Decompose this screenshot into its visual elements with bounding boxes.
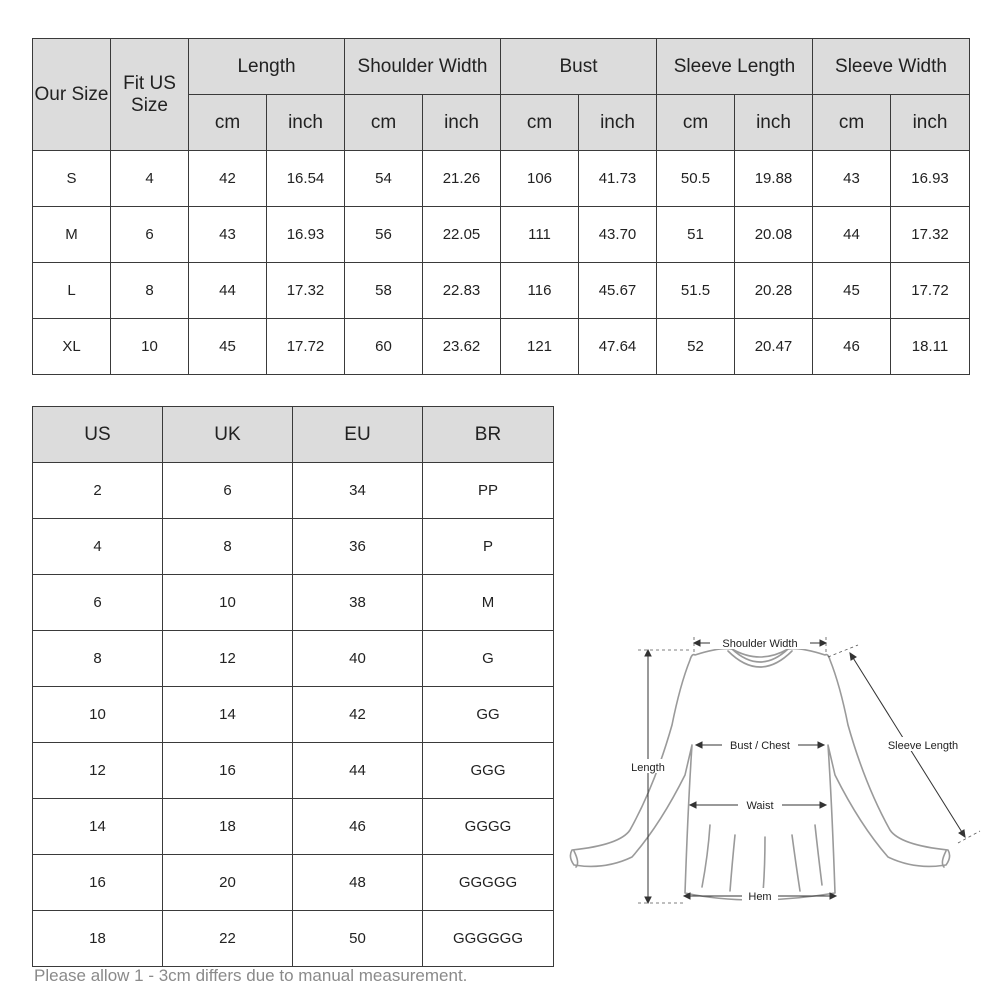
sleeve-width-header: Sleeve Width (813, 39, 970, 95)
us-header: US (33, 407, 163, 463)
table-cell: 18 (163, 799, 293, 855)
table-cell: 17.32 (267, 263, 345, 319)
shoulder-width-header: Shoulder Width (345, 39, 501, 95)
table-cell: L (33, 263, 111, 319)
table-cell: GGG (423, 743, 554, 799)
table-cell: 6 (111, 207, 189, 263)
conversion-row (33, 855, 554, 911)
table-cell: 16 (33, 855, 163, 911)
table-cell: 111 (501, 207, 579, 263)
table-cell: 14 (33, 799, 163, 855)
sleeve-length-header: Sleeve Length (657, 39, 813, 95)
table-cell: 43.70 (579, 207, 657, 263)
table-cell: 6 (163, 463, 293, 519)
table-cell: 18.11 (891, 319, 970, 375)
table-cell: 46 (813, 319, 891, 375)
table-cell: 22.83 (423, 263, 501, 319)
size-conversion-table (32, 406, 554, 967)
table-cell: 121 (501, 319, 579, 375)
table-cell: 36 (293, 519, 423, 575)
table-cell: 45 (813, 263, 891, 319)
table-cell: 45 (189, 319, 267, 375)
measurement-footnote: Please allow 1 - 3cm differs due to manual measurement. (34, 966, 468, 985)
conversion-row (33, 519, 554, 575)
measure-lines (645, 640, 965, 903)
unit-header: cm (189, 95, 267, 151)
conversion-body (33, 463, 554, 967)
table-cell: GG (423, 687, 554, 743)
table-cell: P (423, 519, 554, 575)
table-cell: 21.26 (423, 151, 501, 207)
table-cell: 50.5 (657, 151, 735, 207)
conversion-header (33, 407, 554, 463)
table-cell: 8 (111, 263, 189, 319)
unit-header: cm (657, 95, 735, 151)
table-cell: 18 (33, 911, 163, 967)
unit-header: cm (345, 95, 423, 151)
our-size-header: Our Size (33, 39, 111, 151)
table-cell: 51.5 (657, 263, 735, 319)
table-cell: 10 (33, 687, 163, 743)
table-cell: 10 (163, 575, 293, 631)
conversion-row (33, 743, 554, 799)
table-cell: 19.88 (735, 151, 813, 207)
sleeve-length-label: Sleeve Length (887, 740, 959, 752)
shirt-outline-icon (570, 649, 949, 900)
table-cell: 20.28 (735, 263, 813, 319)
diagram-labels (626, 635, 964, 903)
unit-header: inch (423, 95, 501, 151)
unit-header: inch (267, 95, 345, 151)
size-row (33, 207, 970, 263)
table-cell: S (33, 151, 111, 207)
table-cell: 106 (501, 151, 579, 207)
size-row (33, 263, 970, 319)
table-cell: 16.54 (267, 151, 345, 207)
table-cell: 38 (293, 575, 423, 631)
conversion-row (33, 575, 554, 631)
table-cell: 10 (111, 319, 189, 375)
table-cell: GGGGGG (423, 911, 554, 967)
table-cell: 47.64 (579, 319, 657, 375)
table-cell: 44 (293, 743, 423, 799)
table-cell: 16 (163, 743, 293, 799)
size-chart-body (33, 151, 970, 375)
waist-label: Waist (746, 800, 774, 812)
table-cell: 2 (33, 463, 163, 519)
unit-header: inch (579, 95, 657, 151)
shirt-measurement-diagram (560, 625, 990, 915)
table-cell: 23.62 (423, 319, 501, 375)
table-cell: 43 (813, 151, 891, 207)
table-cell: 4 (111, 151, 189, 207)
table-cell: 41.73 (579, 151, 657, 207)
table-cell: M (33, 207, 111, 263)
table-cell: 12 (163, 631, 293, 687)
eu-header: EU (293, 407, 423, 463)
table-cell: 20 (163, 855, 293, 911)
table-cell: 42 (293, 687, 423, 743)
hem-label: Hem (748, 891, 772, 903)
conversion-row (33, 631, 554, 687)
table-cell: 8 (163, 519, 293, 575)
table-cell: 46 (293, 799, 423, 855)
table-cell: 22.05 (423, 207, 501, 263)
unit-header: cm (813, 95, 891, 151)
table-cell: 58 (345, 263, 423, 319)
table-cell: 52 (657, 319, 735, 375)
table-cell: M (423, 575, 554, 631)
guide-lines (638, 637, 980, 903)
table-cell: 51 (657, 207, 735, 263)
table-cell: 8 (33, 631, 163, 687)
table-cell: 6 (33, 575, 163, 631)
table-cell: 43 (189, 207, 267, 263)
length-header: Length (189, 39, 345, 95)
length-label: Length (631, 762, 665, 774)
unit-header: cm (501, 95, 579, 151)
conversion-row (33, 911, 554, 967)
table-cell: 34 (293, 463, 423, 519)
uk-header: UK (163, 407, 293, 463)
bust-header: Bust (501, 39, 657, 95)
table-cell: 56 (345, 207, 423, 263)
conversion-row (33, 463, 554, 519)
shoulder-width-label: Shoulder Width (722, 638, 798, 650)
table-cell: 48 (293, 855, 423, 911)
table-cell: 116 (501, 263, 579, 319)
table-cell: 17.32 (891, 207, 970, 263)
table-cell: 20.47 (735, 319, 813, 375)
table-cell: 54 (345, 151, 423, 207)
table-cell: 16.93 (267, 207, 345, 263)
table-cell: 40 (293, 631, 423, 687)
table-cell: 50 (293, 911, 423, 967)
size-row (33, 151, 970, 207)
table-cell: 4 (33, 519, 163, 575)
bust-chest-label: Bust / Chest (730, 740, 790, 752)
unit-header: inch (891, 95, 970, 151)
table-cell: XL (33, 319, 111, 375)
table-cell: PP (423, 463, 554, 519)
table-cell: GGGG (423, 799, 554, 855)
table-cell: 20.08 (735, 207, 813, 263)
unit-header: inch (735, 95, 813, 151)
table-cell: 14 (163, 687, 293, 743)
size-chart-table (32, 38, 970, 375)
conversion-row (33, 687, 554, 743)
table-cell: 44 (813, 207, 891, 263)
conversion-row (33, 799, 554, 855)
table-cell: 45.67 (579, 263, 657, 319)
br-header: BR (423, 407, 554, 463)
table-cell: G (423, 631, 554, 687)
table-cell: 42 (189, 151, 267, 207)
fit-us-size-header: Fit US Size (111, 39, 189, 151)
size-chart-header (33, 39, 970, 151)
table-cell: 22 (163, 911, 293, 967)
size-row (33, 319, 970, 375)
table-cell: 17.72 (891, 263, 970, 319)
table-cell: 12 (33, 743, 163, 799)
table-cell: 44 (189, 263, 267, 319)
table-cell: 17.72 (267, 319, 345, 375)
table-cell: 60 (345, 319, 423, 375)
table-cell: GGGGG (423, 855, 554, 911)
table-cell: 16.93 (891, 151, 970, 207)
